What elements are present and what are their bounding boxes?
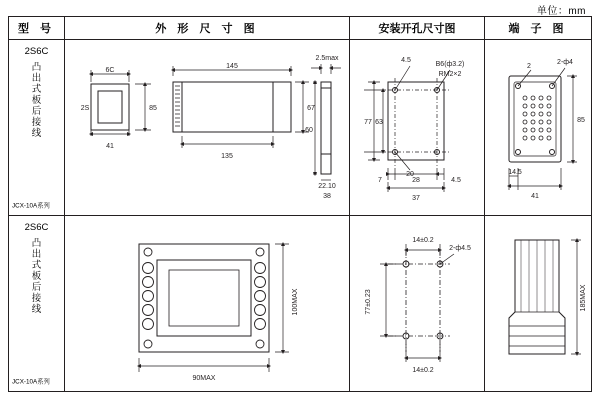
model-block-2 [9, 216, 64, 391]
model-series-1: JCX-10A系列 [12, 202, 50, 210]
cell-model-2 [9, 216, 65, 392]
dim-term-1-1: 2 [527, 63, 531, 70]
dim-outline-1-2: 145 [226, 63, 238, 70]
model-code-2: 2S6C [24, 222, 49, 233]
cell-outline-1 [65, 40, 350, 216]
model-desc-2: 凸出式板后接线 [31, 238, 42, 315]
header-outline-label: 外 形 尺 寸 图 [155, 23, 259, 35]
table-row [9, 216, 592, 392]
header-terminal-label: 端 子 图 [508, 23, 568, 35]
cell-terminal-2 [485, 216, 592, 392]
dim-hole-1-3: 77 [364, 119, 372, 126]
dim-hole-1-8: 37 [412, 195, 420, 202]
dim-outline-1-6: 67 [307, 105, 315, 112]
dim-hole-1-0: 4.5 [401, 57, 411, 64]
dim-hole-2-0: 14±0.2 [412, 237, 434, 244]
header-model [9, 17, 65, 40]
dim-outline-1-1: 2S [80, 105, 90, 112]
cell-terminal-1 [485, 40, 592, 216]
unit-note: 单位：mm [536, 6, 586, 17]
model-desc-1: 凸出式板后接线 [31, 62, 42, 139]
cell-hole-1 [350, 40, 485, 216]
dim-hole-1-2: RM2×2 [438, 71, 462, 78]
cell-model-1 [9, 40, 65, 216]
dim-outline-1-7: 2.5max [315, 55, 339, 62]
dim-outline-1-9: 22.10 [318, 183, 336, 190]
model-block-1 [9, 40, 64, 215]
dim-term-1-3: 14.5 [508, 169, 522, 176]
table-header-row [9, 17, 592, 40]
dim-outline-1-10: 38 [323, 193, 331, 200]
dim-hole-2-3: 14±0.2 [412, 367, 434, 374]
dim-hole-1-6: 28 [412, 177, 420, 184]
dim-hole-2-1: 2-ф4.5 [449, 245, 471, 252]
dim-hole-1-7: 4.5 [451, 177, 461, 184]
dim-hole-2-2: 77±0.23 [365, 289, 372, 315]
spec-table [8, 16, 592, 392]
dim-outline-2-1: 90MAX [192, 375, 216, 382]
dim-outline-2-0: 100MAX [292, 288, 299, 316]
header-hole [350, 17, 485, 40]
dim-hole-1-5: 7 [378, 177, 382, 184]
hole-drawing-2 [350, 216, 484, 391]
dim-hole-1-4: 63 [375, 119, 383, 126]
header-hole-label: 安装开孔尺寸图 [378, 23, 456, 35]
dim-hole-1-1: B6(ф3.2) [435, 61, 465, 68]
table-row [9, 40, 592, 216]
model-series-2: JCX-10A系列 [12, 378, 50, 386]
dim-outline-1-0: 6C [105, 67, 115, 74]
cell-outline-2 [65, 216, 350, 392]
header-model-label: 型 号 [17, 23, 56, 35]
dim-term-2-0: 185MAX [580, 284, 587, 312]
dim-outline-1-4: 41 [106, 143, 114, 150]
terminal-drawing-1 [485, 40, 591, 215]
dim-outline-1-8: 60 [305, 127, 313, 134]
hole-drawing-1 [350, 40, 484, 215]
model-code-1: 2S6C [24, 46, 49, 57]
cell-hole-2 [350, 216, 485, 392]
dim-outline-1-5: 135 [221, 153, 233, 160]
outline-drawing-1 [65, 40, 349, 215]
dim-term-1-2: 85 [577, 117, 585, 124]
dim-term-1-0: 2-ф4 [557, 59, 573, 66]
outline-drawing-2 [65, 216, 349, 391]
header-terminal [485, 17, 592, 40]
header-outline [65, 17, 350, 40]
dim-term-1-4: 41 [531, 193, 539, 200]
terminal-drawing-2 [485, 216, 591, 391]
dim-hole-1-9: 20 [406, 171, 414, 178]
dim-outline-1-3: 85 [149, 105, 157, 112]
